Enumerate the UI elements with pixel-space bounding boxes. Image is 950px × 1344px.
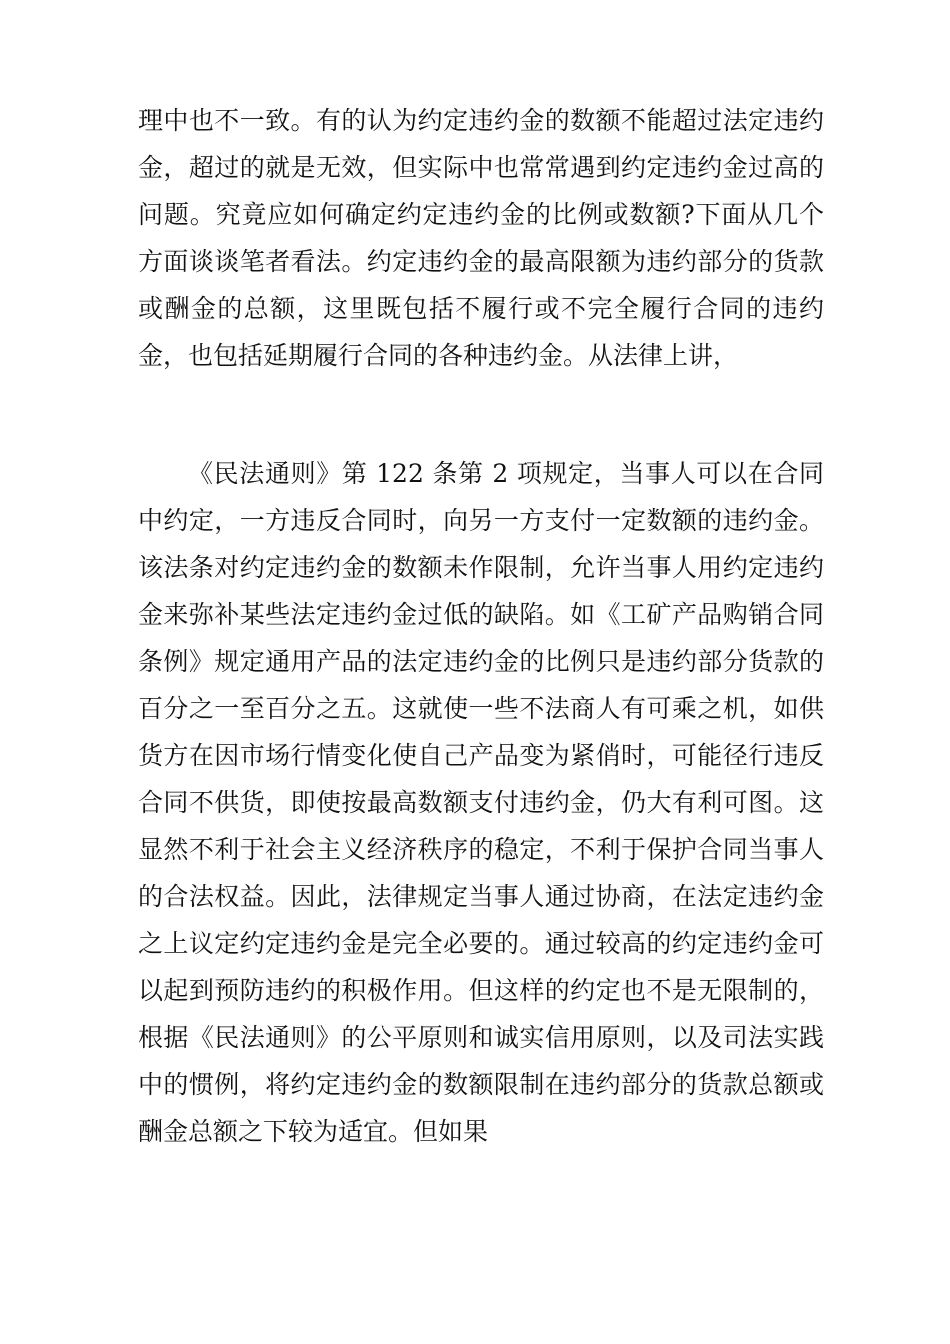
paragraph: [138, 450, 824, 1155]
paragraph-text: 《民法通则》第 122 条第 2 项规定，当事人可以在合同中约定，一方违反合同时，向另一方支付一定数额的违约金。该法条对约定违约金的数额未作限制，允许当事人用约定违约金来弥补某些法定违约金过低的缺陷。如《工矿产品购销合同条例》规定通用产品的法定违约金的比例只是违约部分货款的百分之一至百分之五。这就使一些不法商人有可乘之机，如供货方在因市场行情变化使自己产品变为紧俏时，可能径行违反合同不供货，即使按最高数额支付违约金，仍大有利可图。这显然不利于社会主义经济秩序的稳定，不利于保护合同当事人的合法权益。因此，法律规定当事人通过协商，在法定违约金之上议定约定违约金是完全必要的。通过较高的约定违约金可以起到预防违约的积极作用。但这样的约定也不是无限制的，根据《民法通则》的公平原则和诚实信用原则，以及司法实践中的惯例，将约定违约金的数额限制在违约部分的货款总额或酬金总额之下较为适宜。但如果: [138, 459, 824, 1146]
paragraph-text: 理中也不一致。有的认为约定违约金的数额不能超过法定违约金，超过的就是无效，但实际中也常常遇到约定违约金过高的问题。究竟应如何确定约定违约金的比例或数额?下面从几个方面谈谈笔者看法。约定违约金的最高限额为违约部分的货款或酬金的总额，这里既包括不履行或不完全履行合同的违约金，也包括延期履行合同的各种违约金。从法律上讲，: [138, 106, 824, 370]
paragraph-continued: [138, 97, 824, 379]
